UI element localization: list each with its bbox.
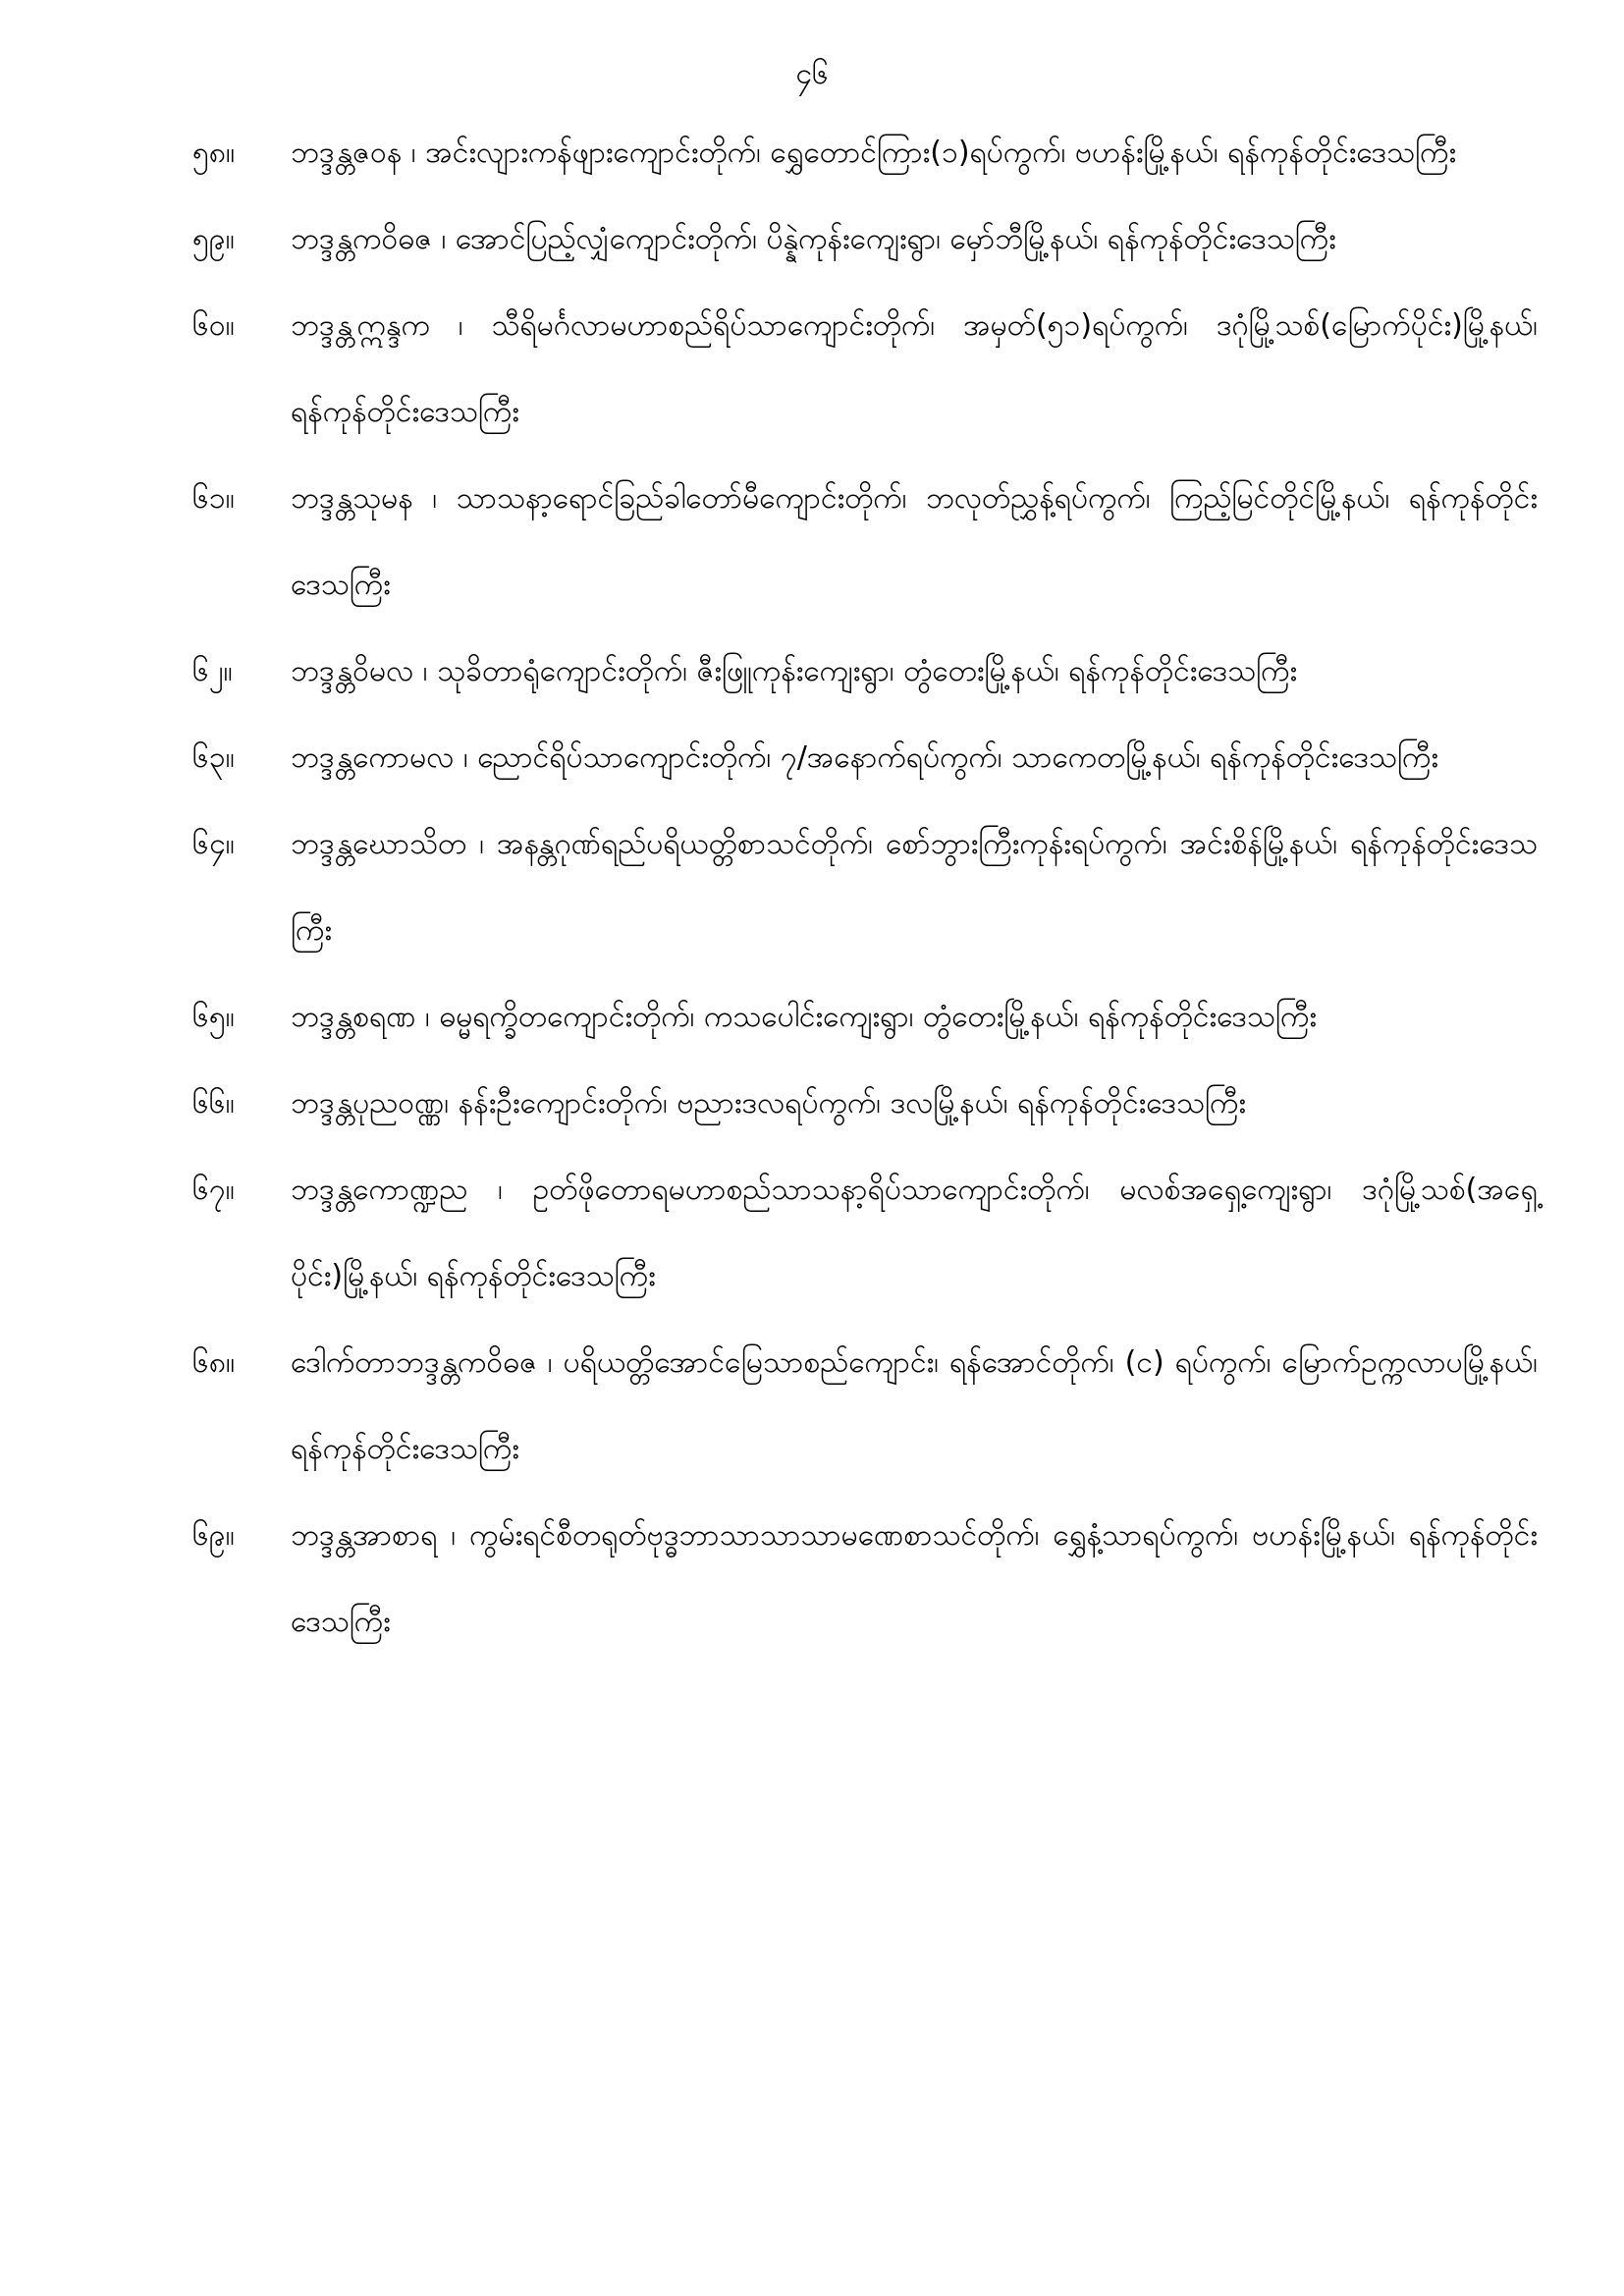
list-item: [192, 456, 1538, 629]
entry-number: ၆၃။: [192, 740, 235, 775]
list-item: [192, 1320, 1538, 1493]
entry-number: ၅၈။: [192, 136, 236, 170]
entry-text: ဘဒ္ဒန္တစရဏ ၊ ဓမ္မရက္ခိတကျောင်းတိုက်၊ ကသပေါင်းကျေးရွာ၊ တွံတေးမြို့နယ်၊ ရန်ကုန်တိုင်းဒေသကြီး: [291, 1000, 1317, 1034]
entry-number: ၆၁။: [192, 481, 235, 516]
entry-text: ဘဒ္ဒန္တအာစာရ ၊ ကွမ်းရင်စီတရုတ်ဗုဒ္ဓဘာသာသာသာမဏေစာသင်တိုက်၊ ရွှေနံ့သာရပ်ကွက်၊ ဗဟန်းမြို့နယ်၊ ရန်ကုန်တိုင်းဒေသကြီး: [291, 1518, 1538, 1639]
entry-list: [192, 110, 1538, 1666]
entry-text: ဘဒ္ဒန္တပုညဝဏ္ဏ၊ နန်းဦးကျောင်းတိုက်၊ ဗညားဒလရပ်ကွက်၊ ဒလမြို့နယ်၊ ရန်ကုန်တိုင်းဒေသကြီး: [291, 1086, 1246, 1121]
entry-text: ဘဒ္ဒန္တကောဏ္ဍည ၊ ဥတ်ဖိုတောရမဟာစည်သာသနာ့ရိပ်သာကျောင်းတိုက်၊ မလစ်အရှေ့ကျေးရွာ၊ ဒဂုံမြို့သစ်(အရှေ့ပိုင်း)မြို့နယ်၊ ရန်ကုန်တိုင်းဒေသကြီး: [291, 1173, 1538, 1293]
list-item: [192, 283, 1538, 456]
entry-number: ၆၇။: [192, 1173, 235, 1207]
entry-text: ဘဒ္ဒန္တဣန္ဒက ၊ သီရိမင်္ဂလာမဟာစည်ရိပ်သာကျောင်းတိုက်၊ အမှတ်(၅၁)ရပ်ကွက်၊ ဒဂုံမြို့သစ်(မြောက်ပိုင်း)မြို့နယ်၊ ရန်ကုန်တိုင်းဒေသကြီး: [291, 308, 1538, 429]
entry-text: ဘဒ္ဒန္တဇဝန ၊ အင်းလျားကန်ဖျားကျောင်းတိုက်၊ ရွှေတောင်ကြား(၁)ရပ်ကွက်၊ ဗဟန်းမြို့နယ်၊ ရန်ကုန်တိုင်းဒေသကြီး: [291, 136, 1457, 170]
entry-number: ၆၆။: [192, 1086, 235, 1121]
list-item: [192, 1061, 1538, 1147]
list-item: [192, 1493, 1538, 1666]
list-item: [192, 196, 1538, 283]
list-item: [192, 629, 1538, 715]
list-item: [192, 715, 1538, 801]
entry-number: ၆၅။: [192, 1000, 235, 1034]
entry-text: ဘဒ္ဒန္တဝိမလ ၊ သုခိတာရုံကျောင်းတိုက်၊ ဇီးဖြူကုန်းကျေးရွာ၊ တွံတေးမြို့နယ်၊ ရန်ကုန်တိုင်းဒေသကြီး: [291, 654, 1298, 688]
entry-text: ဒေါက်တာဘဒ္ဒန္တကဝိဓဇ ၊ ပရိယတ္တိအောင်မြေသာစည်ကျောင်း၊ ရန်အောင်တိုက်၊ (င) ရပ်ကွက်၊ မြောက်ဥက္ကလာပမြို့နယ်၊ ရန်ကုန်တိုင်းဒေသကြီး: [291, 1345, 1538, 1466]
list-item: [192, 801, 1538, 974]
entry-number: ၆၈။: [192, 1345, 236, 1380]
page-number: ၄၆: [795, 57, 829, 91]
entry-number: ၆၀။: [192, 308, 235, 343]
entry-number: ၆၄။: [192, 827, 235, 861]
entry-text: ဘဒ္ဒန္တကောမလ ၊ ညောင်ရိပ်သာကျောင်းတိုက်၊ ၇/အနောက်ရပ်ကွက်၊ သာကေတမြို့နယ်၊ ရန်ကုန်တိုင်းဒေသကြီး: [291, 740, 1438, 775]
list-item: [192, 1147, 1538, 1320]
list-item: [192, 110, 1538, 196]
entry-number: ၆၉။: [192, 1518, 235, 1553]
entry-number: ၅၉။: [192, 222, 235, 256]
entry-text: ဘဒ္ဒန္တဃောသိတ ၊ အနန္တဂုဏ်ရည်ပရိယတ္တိစာသင်တိုက်၊ စော်ဘွားကြီးကုန်းရပ်ကွက်၊ အင်းစိန်မြို့နယ်၊ ရန်ကုန်တိုင်းဒေသကြီး: [291, 827, 1538, 948]
entry-number: ၆၂။: [192, 654, 233, 688]
entry-text: ဘဒ္ဒန္တကဝိဓဇ ၊ အောင်ပြည့်လျှံကျောင်းတိုက်၊ ပိန္နဲကုန်းကျေးရွာ၊ မှော်ဘီမြို့နယ်၊ ရန်ကုန်တိုင်းဒေသကြီး: [291, 222, 1336, 256]
entry-text: ဘဒ္ဒန္တသုမန ၊ သာသနာ့ရောင်ခြည်ခါတော်မီကျောင်းတိုက်၊ ဘလုတ်ညွှန့်ရပ်ကွက်၊ ကြည့်မြင်တိုင်မြို့နယ်၊ ရန်ကုန်တိုင်းဒေသကြီး: [291, 481, 1538, 602]
list-item: [192, 974, 1538, 1061]
